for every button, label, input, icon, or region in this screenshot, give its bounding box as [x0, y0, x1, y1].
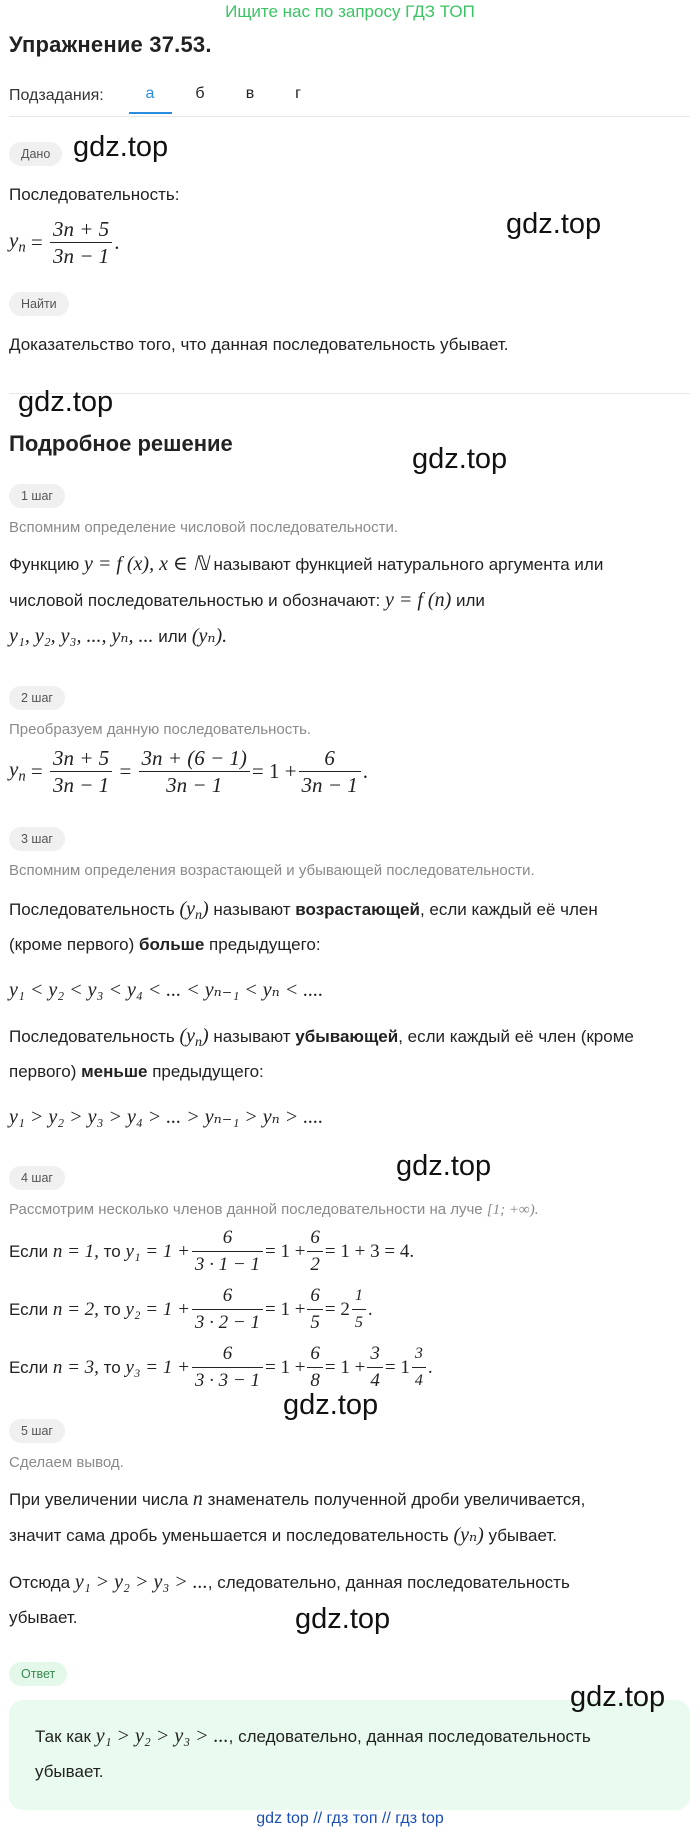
watermark: gdz.top — [295, 1603, 391, 1635]
tab-g[interactable]: г — [295, 85, 301, 102]
watermark: gdz.top — [18, 386, 114, 418]
given-badge: Дано — [9, 142, 62, 166]
page-title: Упражнение 37.53. — [9, 32, 212, 57]
step-text: убывает. — [9, 1608, 78, 1627]
watermark: gdz.top — [412, 443, 508, 475]
subtasks-label: Подзадания: — [9, 87, 104, 104]
step-text: y₁, y₂, y₃, ..., yₙ, ... или (yₙ). — [9, 625, 228, 647]
watermark: gdz.top — [283, 1389, 379, 1421]
divider — [9, 116, 690, 117]
step-badge: 2 шаг — [9, 686, 65, 710]
find-badge: Найти — [9, 292, 69, 316]
answer-text: Так как y₁ > y₂ > y₃ > ..., следовательно, данная последовательность — [35, 1725, 591, 1747]
step-hint: Рассмотрим несколько членов данной последовательности на луче [1; +∞). — [9, 1201, 539, 1218]
step-text: При увеличении числа n знаменатель полученной дроби увеличивается, — [9, 1488, 586, 1510]
given-text: Последовательность: — [9, 185, 180, 204]
step-badge: 5 шаг — [9, 1419, 65, 1443]
step-hint: Вспомним определение числовой последовательности. — [9, 519, 399, 536]
step-badge: 1 шаг — [9, 484, 65, 508]
step-text: Отсюда y₁ > y₂ > y₃ > ..., следовательно, данная последовательность — [9, 1571, 570, 1593]
step-formula: Если n = 3, то y₃ = 1 + $\frac{6}{3 \cdot 3 - 1}$ = 1 + $\frac{6}{8}$ = 1 + $\frac{3}{4}$ = 1 $\frac{3}{4}$ . — [9, 1343, 433, 1391]
watermark: gdz.top — [570, 1681, 666, 1713]
step-text: (кроме первого) больше предыдущего: — [9, 935, 321, 954]
step-text: Последовательность $(y_n)$ называют убывающей, если каждый её член (кроме — [9, 1025, 634, 1051]
watermark: gdz.top — [506, 208, 602, 240]
answer-box — [9, 1700, 690, 1810]
answer-badge: Ответ — [9, 1662, 67, 1686]
active-tab-indicator — [129, 112, 172, 114]
step-text: Функцию y = f (x), x ∈ ℕ называют функцией натурального аргумента или — [9, 553, 604, 575]
watermark: gdz.top — [73, 131, 169, 163]
step-text: первого) меньше предыдущего: — [9, 1062, 264, 1081]
step-hint: Вспомним определения возрастающей и убывающей последовательности. — [9, 862, 535, 879]
step-formula: y₁ < y₂ < y₃ < y₄ < ... < yₙ₋₁ < yₙ < .... — [9, 979, 324, 1001]
top-banner: Ищите нас по запросу ГДЗ ТОП — [225, 2, 475, 21]
step-formula: Если n = 1, то y₁ = 1 + $\frac{6}{3 \cdot 1 - 1}$ = 1 + $\frac{6}{2}$ = 1 + 3 = 4. — [9, 1227, 415, 1275]
step-badge: 3 шаг — [9, 827, 65, 851]
step-text: числовой последовательностью и обозначают: y = f (n) или — [9, 589, 485, 611]
find-text: Доказательство того, что данная последовательность убывает. — [9, 335, 509, 354]
footer-links[interactable]: gdz top // гдз топ // гдз top — [256, 1810, 444, 1827]
solution-title: Подробное решение — [9, 431, 233, 456]
step-formula: Если n = 2, то y₂ = 1 + $\frac{6}{3 \cdot 2 - 1}$ = 1 + $\frac{6}{5}$ = 2 $\frac{1}{5}$ . — [9, 1285, 373, 1333]
step-hint: Преобразуем данную последовательность. — [9, 721, 312, 738]
tab-a[interactable]: а — [145, 85, 155, 102]
step-hint: Сделаем вывод. — [9, 1454, 124, 1471]
tab-b[interactable]: б — [195, 85, 205, 102]
step-badge: 4 шаг — [9, 1166, 65, 1190]
step-text: значит сама дробь уменьшается и последовательность (yₙ) убывает. — [9, 1524, 557, 1546]
watermark: gdz.top — [396, 1150, 492, 1182]
tab-v[interactable]: в — [245, 85, 255, 102]
step-text: Последовательность $(y_n)$ называют возрастающей, если каждый её член — [9, 898, 598, 924]
step-formula: y₁ > y₂ > y₃ > y₄ > ... > yₙ₋₁ > yₙ > .... — [9, 1106, 324, 1128]
answer-text: убывает. — [35, 1762, 104, 1781]
given-formula: $y_n$ = $\frac{3n + 5}{3n - 1}$ . — [9, 217, 120, 268]
step-formula: $y_n$ = $\frac{3n + 5}{3n - 1}$ = $\frac{3n + (6 - 1)}{3n - 1}$ = 1 + $\frac{6}{3n - 1}$ . — [9, 746, 368, 797]
